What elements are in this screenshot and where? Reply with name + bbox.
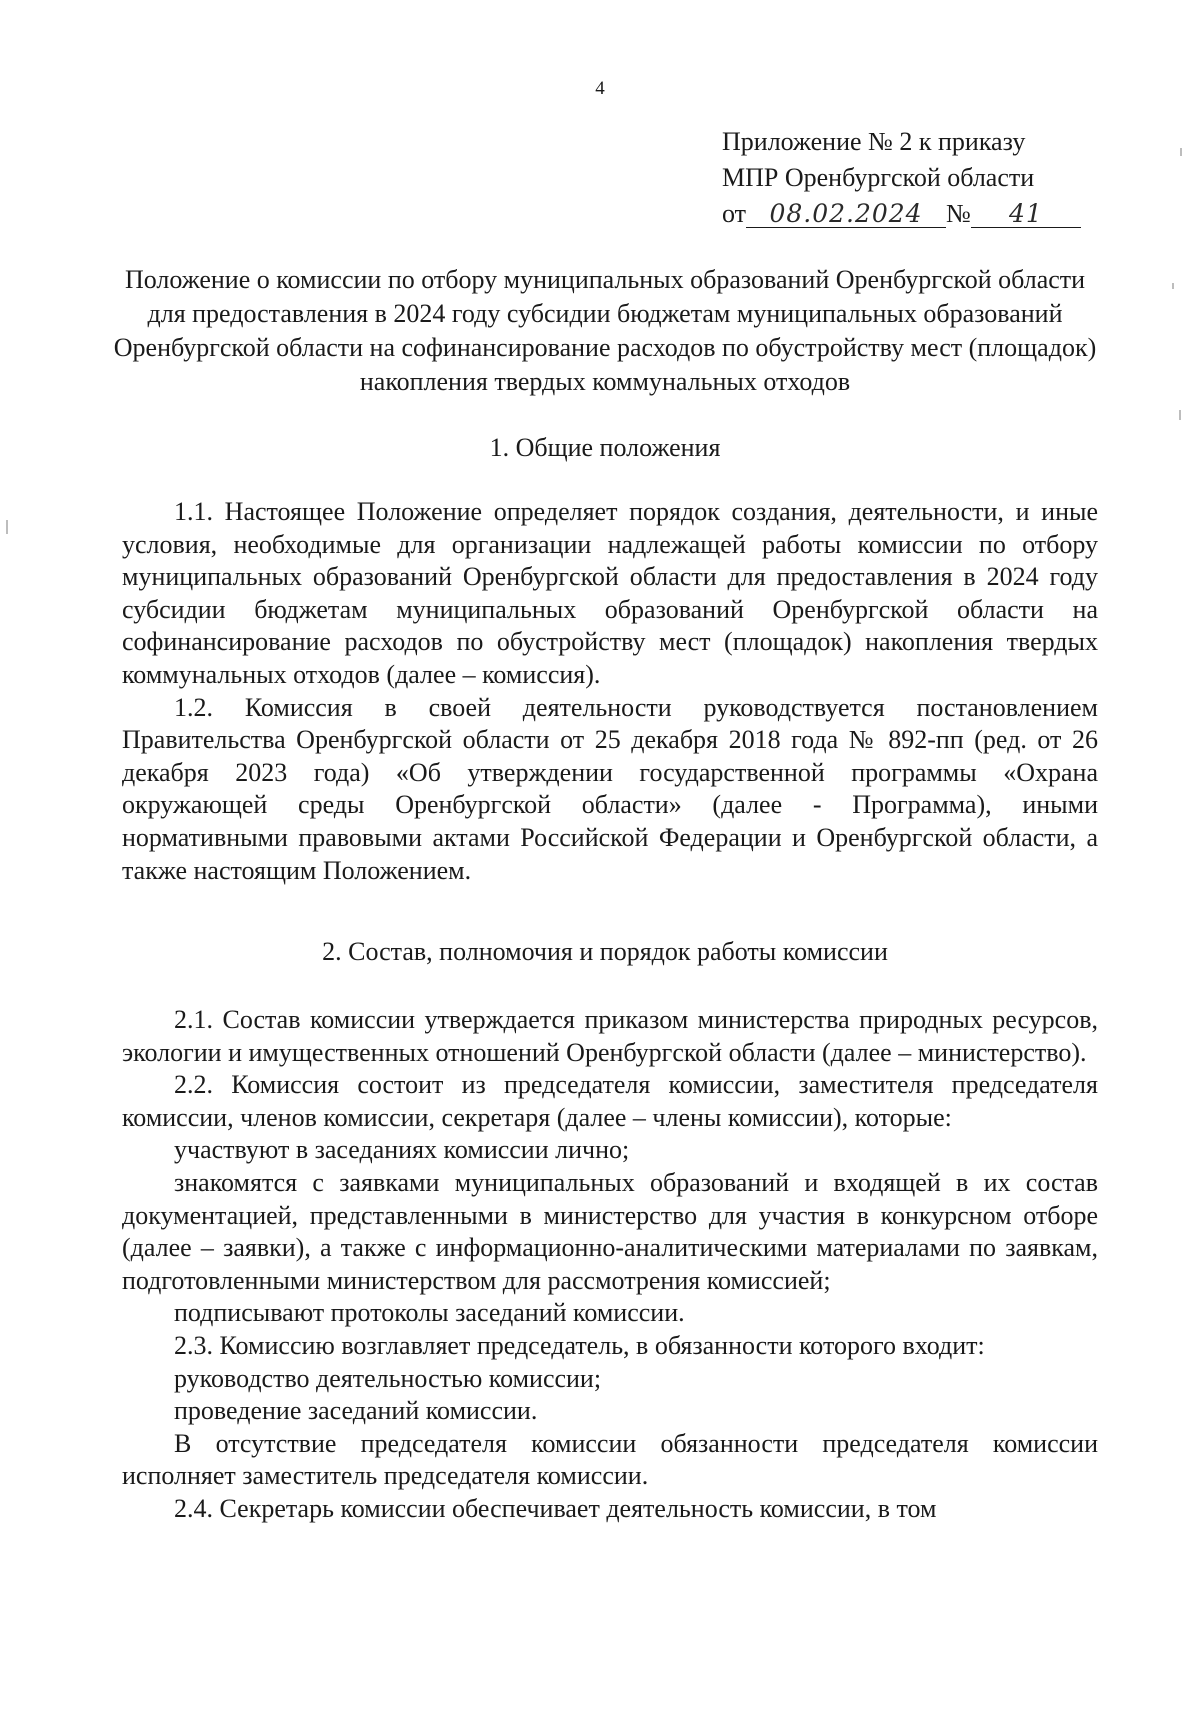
paragraph-1-2: 1.2. Комиссия в своей деятельности руководствуется постановлением Правительства Оренбургской области от 25 декабря 2018 года № 892-пп (ред. от 26 декабря 2023 года) «Об утверждении государственной программы «Охрана окружающей среды Оренбургской области» (далее - Программа), иными нормативными правовыми актами Российской Федерации и Оренбургской области, а также настоящим Положением.: [122, 692, 1098, 885]
list-item-attend: участвуют в заседаниях комиссии лично;: [174, 1135, 630, 1165]
annex-header: [722, 124, 1102, 232]
section-2-heading: 2. Состав, полномочия и порядок работы комиссии: [322, 937, 888, 966]
list-item-meetings: проведение заседаний комиссии.: [174, 1396, 538, 1426]
paragraph-2-1: 2.1. Состав комиссии утверждается приказом министерства природных ресурсов, экологии и имущественных отношений Оренбургской области (далее – министерство).: [122, 1005, 1098, 1067]
annex-line-2: МПР Оренбургской области: [722, 163, 1035, 192]
page-number: 4: [595, 78, 605, 99]
scan-speck: [6, 520, 8, 534]
annex-line-3: [722, 196, 1102, 232]
paragraph-2-2: 2.2. Комиссия состоит из председателя комиссии, заместителя председателя комиссии, членов комиссии, секретаря (далее – члены комиссии), которые:: [122, 1070, 1098, 1132]
number-sign: №: [946, 199, 971, 228]
document-title: Положение о комиссии по отбору муниципальных образований Оренбургской области для предоставления в 2024 году субсидии бюджетам муниципальных образований Оренбургской области на софинансирование расходов по обустройству мест (площадок) накопления твердых коммунальных отходов: [113, 265, 1097, 396]
section-1-heading: 1. Общие положения: [489, 433, 721, 462]
list-item-review: знакомятся с заявками муниципальных образований и входящей в их состав документацией, представленными в министерство для участия в конкурсном отборе (далее – заявки), а также с информационно-аналитическими материалами по заявкам, подготовленными министерством для рассмотрения комиссией;: [122, 1167, 1098, 1295]
date-prefix: от: [722, 199, 747, 228]
section-2-body: [122, 1004, 1098, 1526]
section-1-body: [122, 496, 1098, 887]
paragraph-2-4: 2.4. Секретарь комиссии обеспечивает деятельность комиссии, в том: [174, 1493, 937, 1523]
handwritten-date: 08.02.2024: [746, 201, 946, 228]
scan-speck: [1180, 148, 1182, 156]
annex-line-1: Приложение № 2 к приказу: [722, 127, 1026, 156]
scan-speck: [1172, 283, 1174, 289]
paragraph-1-1: 1.1. Настоящее Положение определяет порядок создания, деятельности, и иные условия, необходимые для организации надлежащей работы комиссии по отбору муниципальных образований Оренбургской области для предоставления в 2024 году субсидии бюджетам муниципальных образований Оренбургской области на софинансирование расходов по обустройству мест (площадок) накопления твердых коммунальных отходов (далее – комиссия).: [122, 497, 1098, 689]
scan-speck: [1179, 410, 1181, 420]
list-item-sign: подписывают протоколы заседаний комиссии.: [174, 1298, 685, 1328]
handwritten-number: 41: [971, 201, 1081, 228]
paragraph-absence: В отсутствие председателя комиссии обязанности председателя комиссии исполняет заместитель председателя комиссии.: [122, 1428, 1098, 1491]
list-item-lead: руководство деятельностью комиссии;: [174, 1363, 602, 1393]
paragraph-2-3: 2.3. Комиссию возглавляет председатель, в обязанности которого входит:: [174, 1330, 985, 1360]
